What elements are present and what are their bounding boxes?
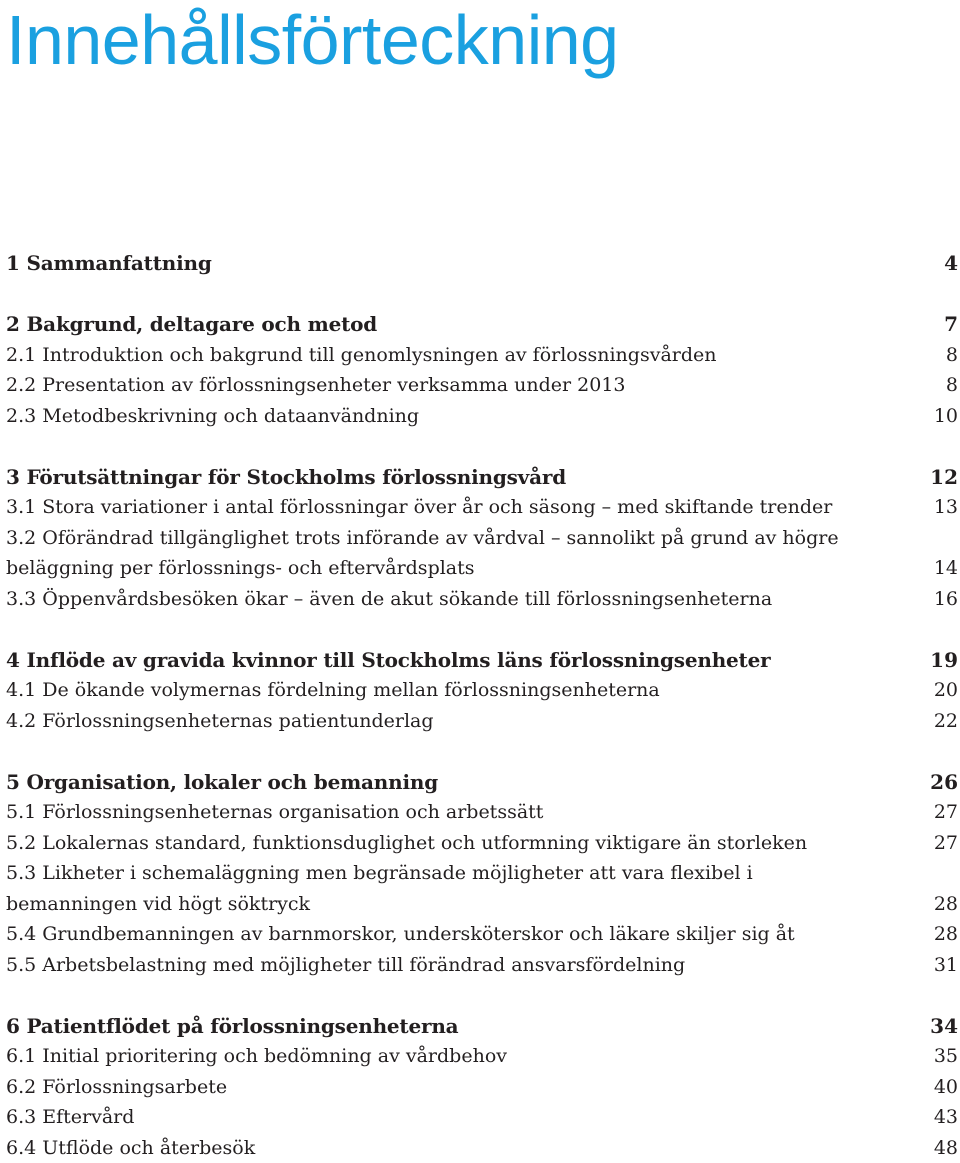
toc-page-number: 10	[928, 401, 958, 432]
toc-entry-5-1[interactable]	[6, 797, 958, 828]
toc-section-5	[6, 767, 958, 981]
toc-page-number: 40	[928, 1072, 958, 1103]
toc-entry-title: 2.3 Metodbeskrivning och dataanvändning	[6, 401, 928, 432]
toc-entry-title: 6.2 Förlossningsarbete	[6, 1072, 928, 1103]
toc-page-number: 31	[928, 950, 958, 981]
toc-entry-6-3[interactable]	[6, 1102, 958, 1133]
toc-chapter-title: 5 Organisation, lokaler och bemanning	[6, 767, 928, 798]
toc-entry-title: 3.3 Öppenvårdsbesöken ökar – även de akut sökande till förlossningsenheterna	[6, 584, 928, 615]
toc-page-number: 27	[928, 797, 958, 828]
table-of-contents	[6, 248, 958, 1163]
toc-entry-6-2[interactable]	[6, 1072, 958, 1103]
toc-page-number: 12	[928, 462, 958, 493]
toc-chapter-title: 1 Sammanfattning	[6, 248, 928, 279]
toc-page-number: 28	[928, 919, 958, 950]
toc-chapter-5[interactable]	[6, 767, 958, 798]
toc-page-number: 8	[928, 370, 958, 401]
toc-page-number: 20	[928, 675, 958, 706]
toc-entry-5-2[interactable]	[6, 828, 958, 859]
toc-entry-title: 3.1 Stora variationer i antal förlossningar över år och säsong – med skiftande trender	[6, 492, 928, 523]
toc-entry-title: 5.1 Förlossningsenheternas organisation och arbetssätt	[6, 797, 928, 828]
toc-chapter-6[interactable]	[6, 1011, 958, 1042]
toc-entry-title: 5.5 Arbetsbelastning med möjligheter till förändrad ansvarsfördelning	[6, 950, 928, 981]
toc-page-number: 28	[928, 889, 958, 920]
toc-page-number: 19	[928, 645, 958, 676]
toc-page-number: 14	[928, 553, 958, 584]
toc-page-number: 13	[928, 492, 958, 523]
toc-entry-3-2[interactable]	[6, 523, 958, 584]
toc-page-number: 35	[928, 1041, 958, 1072]
toc-entry-3-1[interactable]	[6, 492, 958, 523]
toc-entry-title: 2.1 Introduktion och bakgrund till genomlysningen av förlossningsvården	[6, 340, 928, 371]
toc-page-number: 8	[928, 340, 958, 371]
toc-page-number: 4	[928, 248, 958, 279]
toc-entry-title: 2.2 Presentation av förlossningsenheter verksamma under 2013	[6, 370, 928, 401]
toc-entry-title: 5.2 Lokalernas standard, funktionsduglighet och utformning viktigare än storleken	[6, 828, 928, 859]
toc-page-number: 7	[928, 309, 958, 340]
toc-entry-6-4[interactable]	[6, 1133, 958, 1163]
toc-chapter-1[interactable]	[6, 248, 958, 279]
toc-entry-6-1[interactable]	[6, 1041, 958, 1072]
toc-entry-2-2[interactable]	[6, 370, 958, 401]
toc-entry-title: 6.1 Initial prioritering och bedömning av vårdbehov	[6, 1041, 928, 1072]
toc-entry-title: 5.3 Likheter i schemaläggning men begränsade möjligheter att vara flexibel i bemanningen vid högt söktryck	[6, 858, 818, 919]
toc-chapter-title: 3 Förutsättningar för Stockholms förlossningsvård	[6, 462, 928, 493]
toc-section-4	[6, 645, 958, 737]
toc-entry-title: 4.1 De ökande volymernas fördelning mellan förlossningsenheterna	[6, 675, 928, 706]
toc-chapter-title: 6 Patientflödet på förlossningsenheterna	[6, 1011, 928, 1042]
toc-section-1	[6, 248, 958, 279]
toc-section-2	[6, 309, 958, 431]
toc-entry-title: 4.2 Förlossningsenheternas patientunderlag	[6, 706, 928, 737]
toc-entry-2-3[interactable]	[6, 401, 958, 432]
toc-section-3	[6, 462, 958, 615]
toc-chapter-title: 4 Inflöde av gravida kvinnor till Stockholms läns förlossningsenheter	[6, 645, 928, 676]
toc-section-6	[6, 1011, 958, 1163]
toc-page-number: 22	[928, 706, 958, 737]
toc-page-number: 27	[928, 828, 958, 859]
toc-entry-title: 6.3 Eftervård	[6, 1102, 928, 1133]
toc-entry-4-2[interactable]	[6, 706, 958, 737]
toc-entry-5-3[interactable]	[6, 858, 958, 919]
toc-page-number: 48	[928, 1133, 958, 1163]
toc-entry-5-4[interactable]	[6, 919, 958, 950]
toc-chapter-4[interactable]	[6, 645, 958, 676]
toc-entry-title: 3.2 Oförändrad tillgänglighet trots införande av vårdval – sannolikt på grund av högre beläggning per förlossnings- och eftervårdsplats	[6, 523, 918, 584]
toc-entry-2-1[interactable]	[6, 340, 958, 371]
toc-page-number: 16	[928, 584, 958, 615]
toc-chapter-2[interactable]	[6, 309, 958, 340]
toc-entry-3-3[interactable]	[6, 584, 958, 615]
toc-page-number: 34	[928, 1011, 958, 1042]
toc-entry-5-5[interactable]	[6, 950, 958, 981]
toc-entry-title: 5.4 Grundbemanningen av barnmorskor, undersköterskor och läkare skiljer sig åt	[6, 919, 928, 950]
page-title: Innehållsförteckning	[6, 0, 619, 82]
toc-chapter-title: 2 Bakgrund, deltagare och metod	[6, 309, 928, 340]
toc-entry-4-1[interactable]	[6, 675, 958, 706]
toc-entry-title: 6.4 Utflöde och återbesök	[6, 1133, 928, 1163]
toc-chapter-3[interactable]	[6, 462, 958, 493]
toc-page-number: 26	[928, 767, 958, 798]
toc-page-number: 43	[928, 1102, 958, 1133]
